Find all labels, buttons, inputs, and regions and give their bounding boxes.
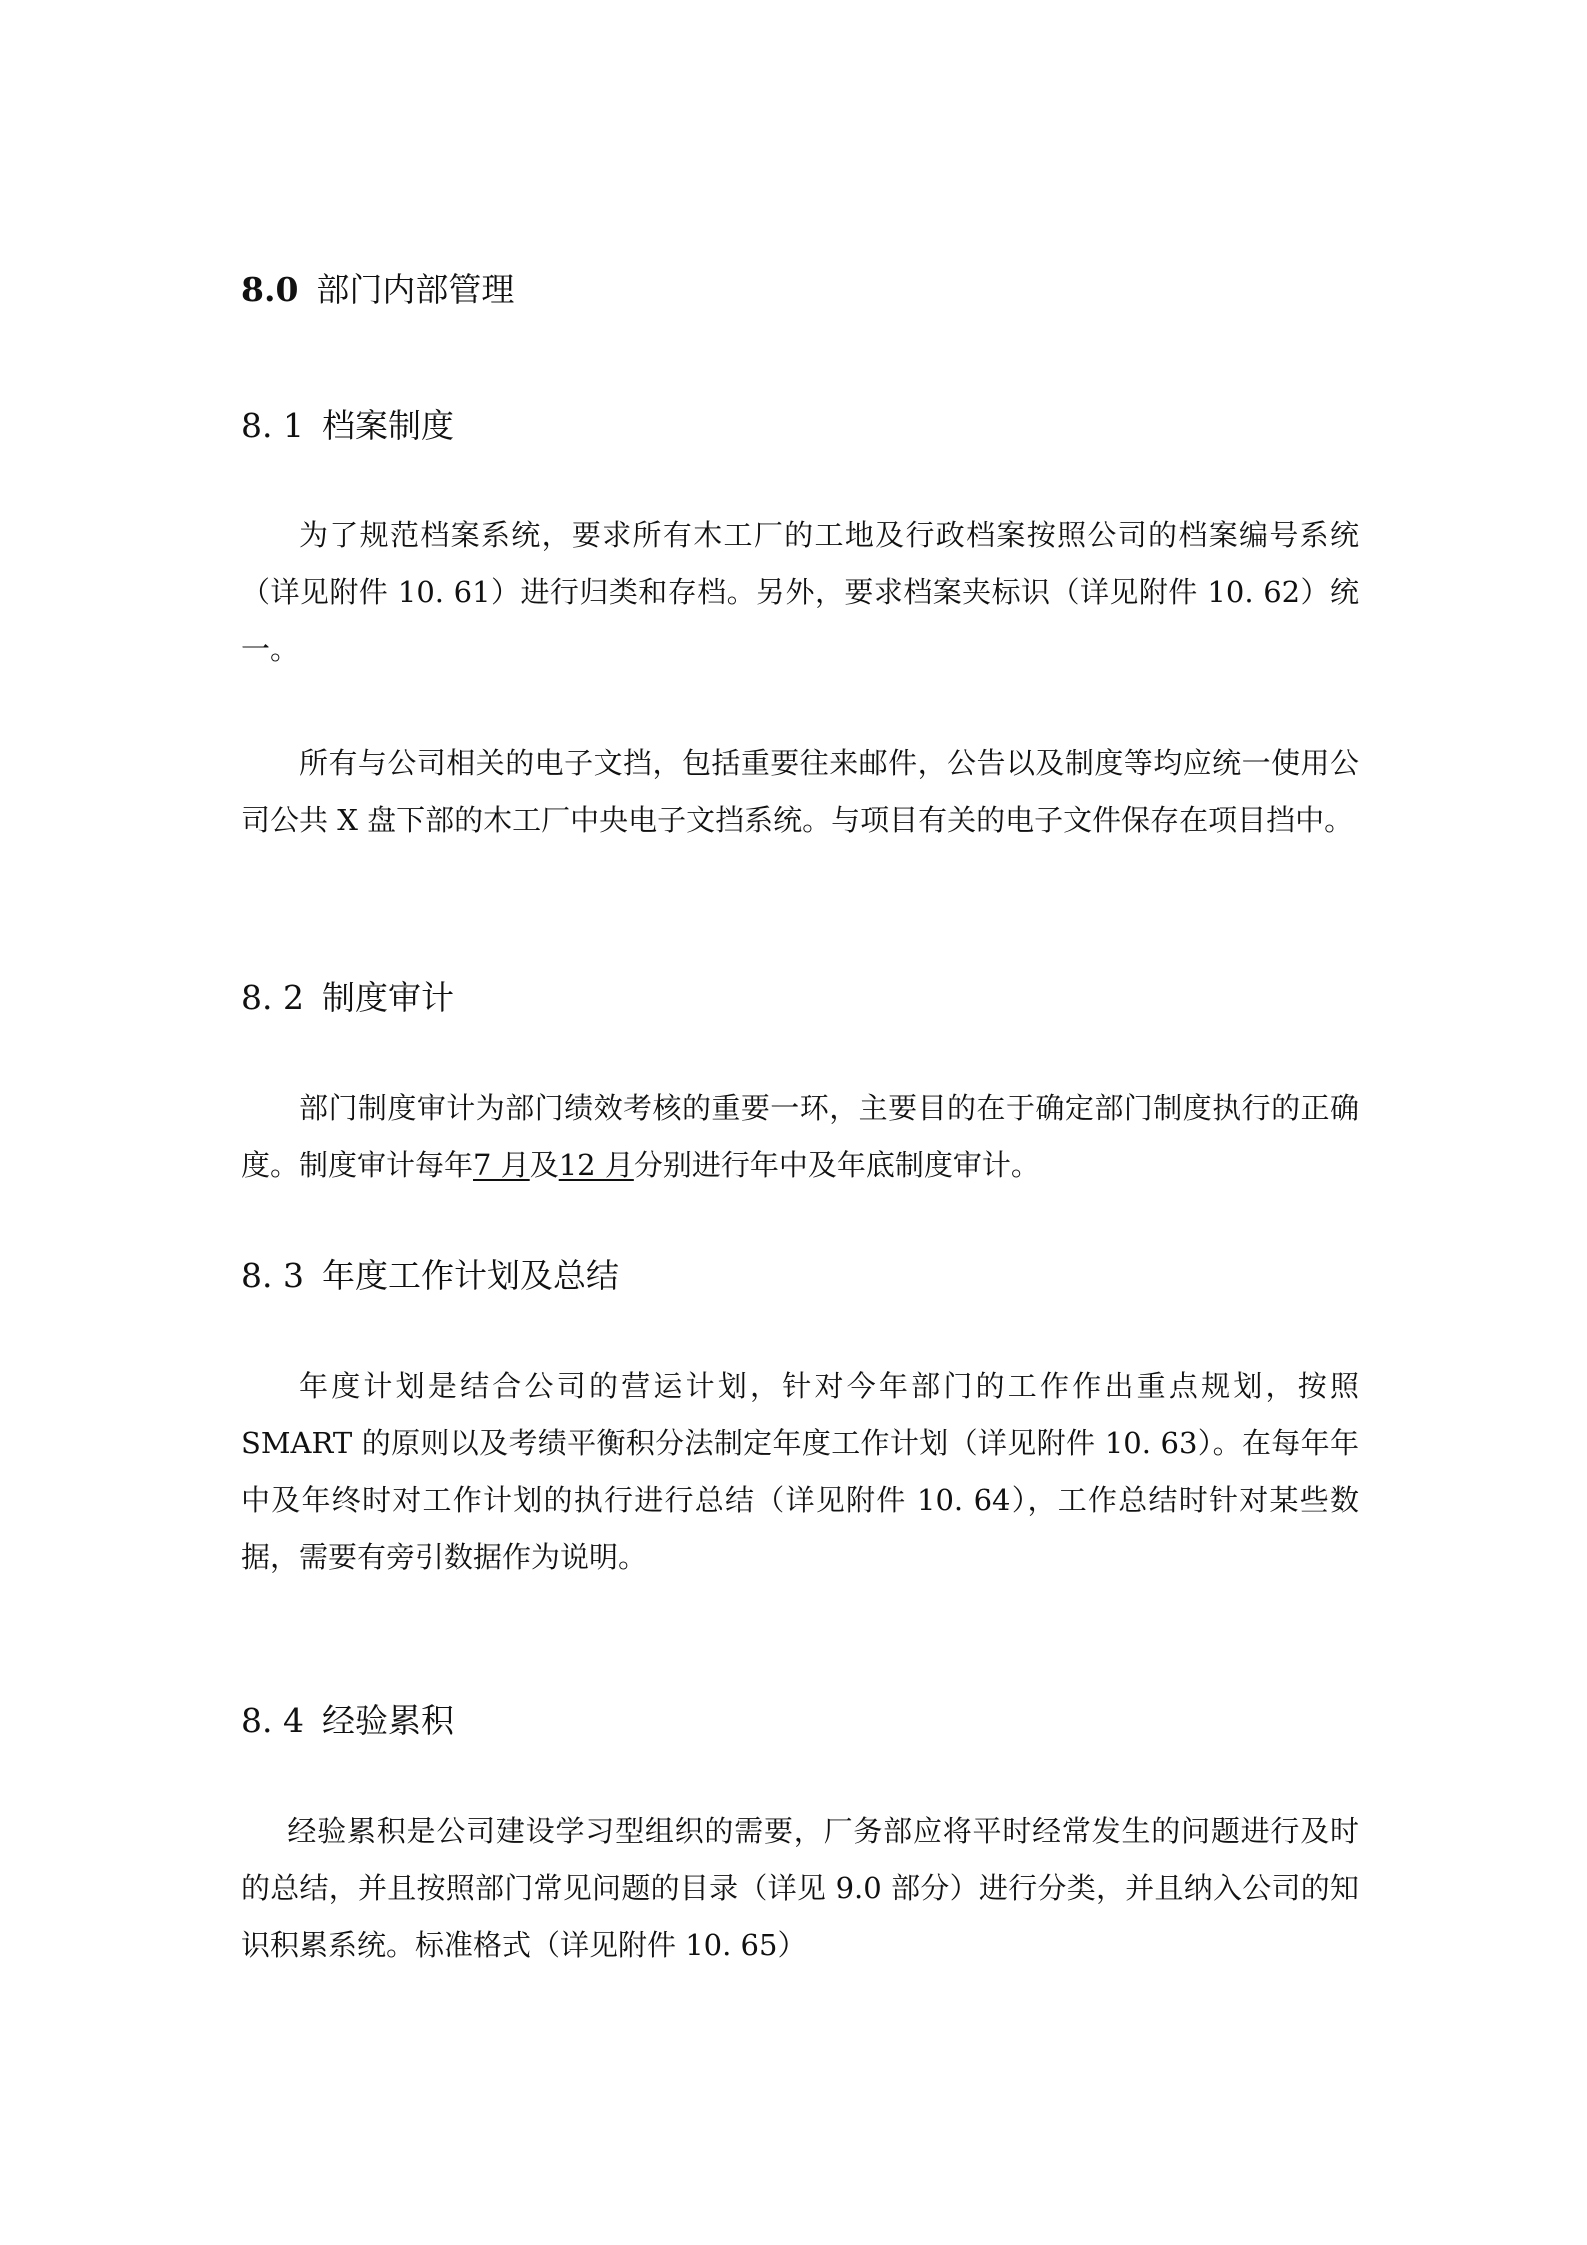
paragraph-system-audit — [241, 1080, 1359, 1194]
section-number: 8.0 — [241, 270, 299, 309]
section-number: 8. 4 — [241, 1701, 304, 1740]
section-number: 8. 3 — [241, 1256, 304, 1295]
section-title: 经验累积 — [321, 1701, 454, 1740]
section-heading-8-1 — [241, 404, 454, 448]
section-number: 8. 1 — [241, 406, 304, 445]
paragraph-experience: 经验累积是公司建设学习型组织的需要，厂务部应将平时经常发生的问题进行及时的总结，并且按照部门常见问题的目录（详见 9.0 部分）进行分类，并且纳入公司的知识积累系统。标准格式（详见附件 10. 65） — [241, 1814, 1359, 1962]
section-heading-8-3 — [241, 1254, 619, 1298]
audit-month-july: 7 月 — [473, 1148, 530, 1182]
section-heading-8-2 — [241, 976, 454, 1020]
audit-text-c: 分别进行年中及年底制度审计。 — [633, 1148, 1040, 1182]
section-heading-8-4 — [241, 1699, 454, 1743]
section-title: 年度工作计划及总结 — [321, 1256, 619, 1295]
audit-text-b: 及 — [529, 1148, 559, 1182]
section-title: 部门内部管理 — [316, 270, 515, 309]
paragraph-electronic-docs: 所有与公司相关的电子文挡，包括重要往来邮件，公告以及制度等均应统一使用公司公共 X 盘下部的木工厂中央电子文挡系统。与项目有关的电子文件保存在项目挡中。 — [241, 746, 1359, 837]
audit-month-december: 12 月 — [558, 1148, 634, 1182]
section-title: 制度审计 — [321, 978, 454, 1017]
paragraph-annual-plan: 年度计划是结合公司的营运计划，针对今年部门的工作作出重点规划，按照 SMART 的原则以及考绩平衡积分法制定年度工作计划（详见附件 10. 63）。在每年年中及年终时对工作计划的执行进行总结（详见附件 10. 64），工作总结时针对某些数据，需要有旁引数据作为说明。 — [241, 1369, 1359, 1574]
section-title: 档案制度 — [321, 406, 454, 445]
section-heading-8-0 — [241, 268, 514, 312]
paragraph-archive-system: 为了规范档案系统，要求所有木工厂的工地及行政档案按照公司的档案编号系统（详见附件 10. 61）进行归类和存档。另外，要求档案夹标识（详见附件 10. 62）统一。 — [241, 518, 1359, 666]
audit-text-a: 部门制度审计为部门绩效考核的重要一环，主要目的在于确定部门制度执行的正确度。制度审计每年 — [241, 1091, 1359, 1182]
section-number: 8. 2 — [241, 978, 304, 1017]
